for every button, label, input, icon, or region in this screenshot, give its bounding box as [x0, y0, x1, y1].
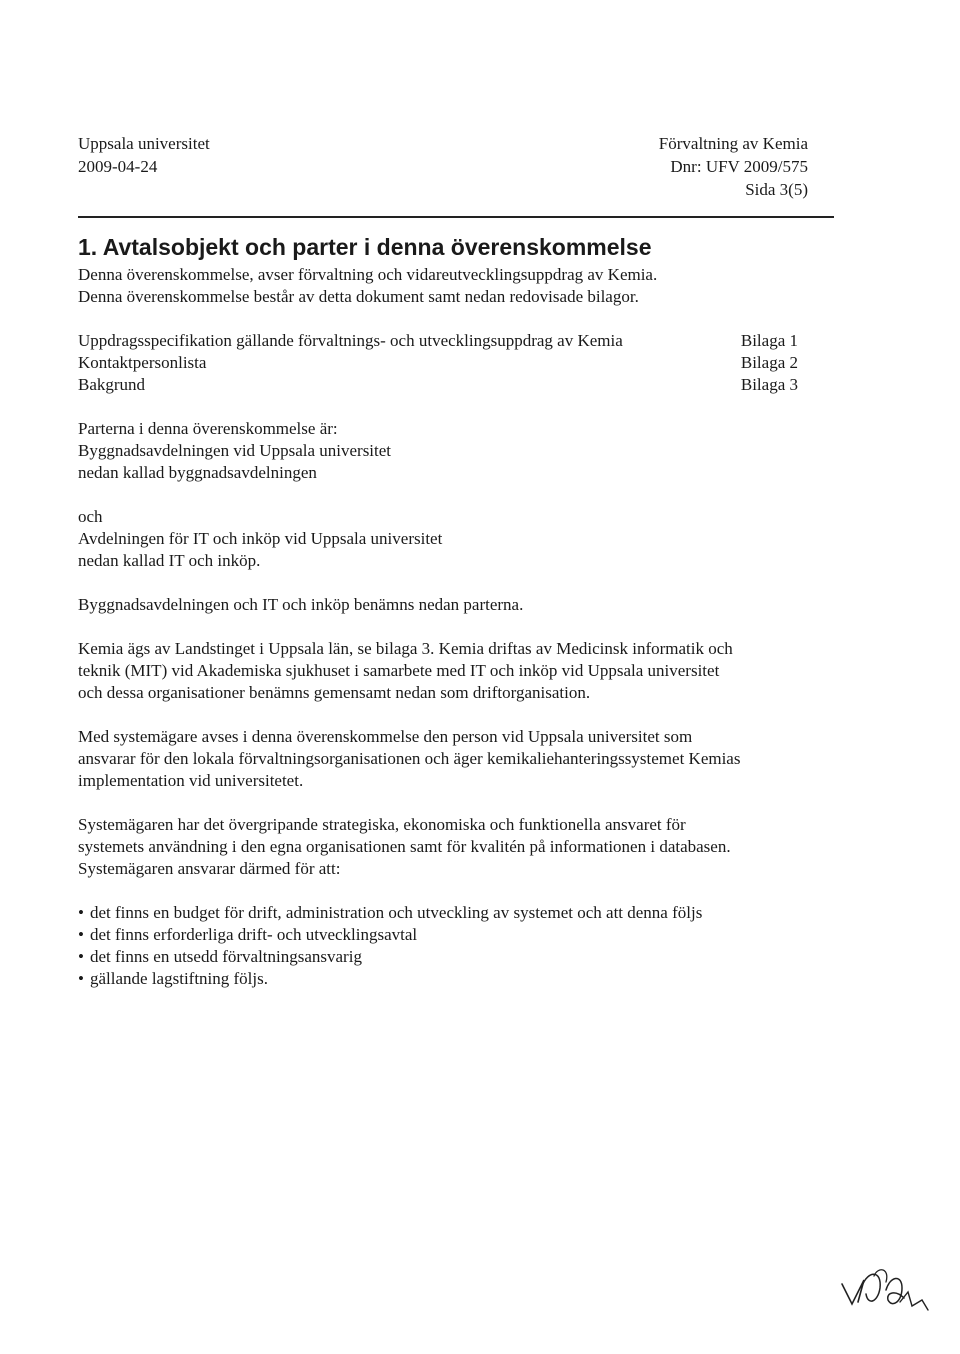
- header-left: [78, 132, 210, 178]
- header-divider: [78, 216, 834, 218]
- intro-line: Denna överenskommelse, avser förvaltning och vidareutvecklingsuppdrag av Kemia.: [78, 265, 658, 284]
- parties-intro: Parterna i denna överenskommelse är:: [78, 419, 338, 438]
- document-body: [78, 232, 848, 990]
- ownership-line: och dessa organisationer benämns gemensamt nedan som driftorganisation.: [78, 683, 591, 702]
- section-heading: 1. Avtalsobjekt och parter i denna överenskommelse: [78, 234, 652, 260]
- attachment-ref: Bilaga 1: [740, 331, 798, 350]
- system-owner-line: ansvarar för den lokala förvaltningsorganisationen och äger kemikaliehanteringssystemet Kemias: [78, 749, 741, 768]
- attachment-ref: Bilaga 2: [740, 353, 798, 372]
- party-two-alias: nedan kallad IT och inköp.: [78, 551, 261, 570]
- intro-line: Denna överenskommelse består av detta dokument samt nedan redovisade bilagor.: [78, 287, 639, 306]
- attachment-list: [78, 330, 848, 396]
- ownership-line: teknik (MIT) vid Akademiska sjukhuset i samarbete med IT och inköp vid Uppsala universitet: [78, 661, 720, 680]
- attachment-row: [78, 330, 798, 352]
- attachment-row: [78, 374, 798, 396]
- responsibility-line: Systemägaren har det övergripande strategiska, ekonomiska och funktionella ansvaret för: [78, 815, 686, 834]
- system-owner-line: implementation vid universitetet.: [78, 771, 304, 790]
- list-item: • det finns en utsedd förvaltningsansvarig: [78, 946, 848, 968]
- page-number: Sida 3(5): [745, 180, 808, 199]
- attachment-name: Kontaktpersonlista: [78, 353, 207, 372]
- org-name: Uppsala universitet: [78, 134, 210, 153]
- department-name: Förvaltning av Kemia: [658, 134, 808, 153]
- attachment-ref: Bilaga 3: [740, 375, 798, 394]
- system-owner-line: Med systemägare avses i denna överenskommelse den person vid Uppsala universitet som: [78, 727, 693, 746]
- list-item: • gällande lagstiftning följs.: [78, 968, 848, 990]
- ownership-line: Kemia ägs av Landstinget i Uppsala län, se bilaga 3. Kemia driftas av Medicinsk informatik och: [78, 639, 733, 658]
- responsibility-list: [78, 902, 848, 990]
- registration-number: Dnr: UFV 2009/575: [670, 157, 808, 176]
- attachment-name: Uppdragsspecifikation gällande förvaltnings- och utvecklingsuppdrag av Kemia: [78, 331, 623, 350]
- attachment-name: Bakgrund: [78, 375, 146, 394]
- responsibility-line: Systemägaren ansvarar därmed för att:: [78, 859, 341, 878]
- handwritten-initials: [838, 1262, 930, 1322]
- document-date: 2009-04-24: [78, 157, 158, 176]
- party-conjunction: och: [78, 507, 103, 526]
- attachment-row: [78, 352, 798, 374]
- responsibility-line: systemets användning i den egna organisationen samt för kvalitén på informationen i databasen.: [78, 837, 731, 856]
- party-two-name: Avdelningen för IT och inköp vid Uppsala universitet: [78, 529, 443, 548]
- party-one-name: Byggnadsavdelningen vid Uppsala universitet: [78, 441, 392, 460]
- party-one-alias: nedan kallad byggnadsavdelningen: [78, 463, 317, 482]
- list-item: • det finns erforderliga drift- och utvecklingsavtal: [78, 924, 848, 946]
- parties-together: Byggnadsavdelningen och IT och inköp benämns nedan parterna.: [78, 595, 524, 614]
- header-right: [659, 132, 808, 201]
- list-item: • det finns en budget för drift, administration och utveckling av systemet och att denna följs: [78, 902, 848, 924]
